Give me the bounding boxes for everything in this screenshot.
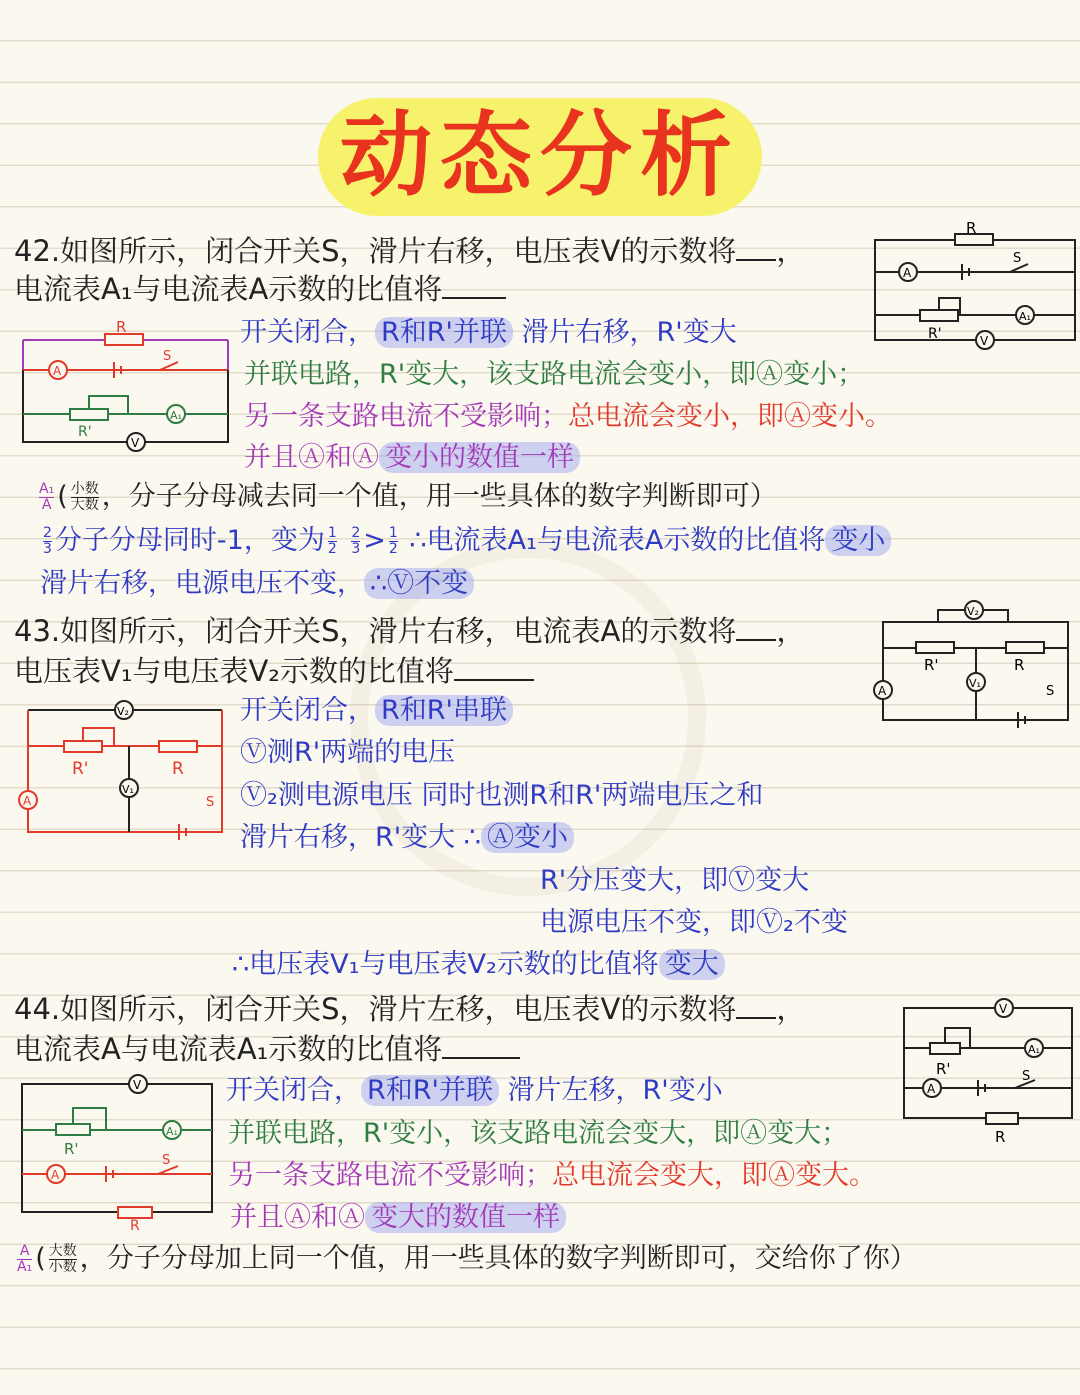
q44-analysis-1: 开关闭合， R和R'并联 滑片左移，R'变小 bbox=[226, 1075, 723, 1106]
q43-question-circuit bbox=[878, 598, 1076, 728]
q44-question-circuit bbox=[900, 996, 1078, 1146]
q42-question-circuit bbox=[870, 220, 1080, 355]
q42-line1: 42.如图所示，闭合开关S，滑片右移，电压表V的示数将 ， bbox=[14, 234, 806, 268]
svg-text:R: R bbox=[995, 1128, 1006, 1146]
svg-text:S: S bbox=[206, 795, 215, 810]
q43-analysis-7: ∴电压表V₁与电压表V₂示数的比值将 变大 bbox=[232, 946, 725, 984]
svg-text:A: A bbox=[927, 1082, 936, 1096]
svg-text:S: S bbox=[1046, 684, 1055, 699]
svg-text:A: A bbox=[23, 794, 32, 808]
svg-text:S: S bbox=[1013, 251, 1022, 266]
answer-blank bbox=[442, 271, 506, 299]
svg-text:R': R' bbox=[78, 424, 92, 440]
svg-text:A₁: A₁ bbox=[166, 1125, 178, 1138]
svg-text:V: V bbox=[131, 436, 140, 450]
q43-analysis-2: Ⓥ测R'两端的电压 bbox=[240, 737, 456, 768]
svg-text:R': R' bbox=[936, 1060, 951, 1078]
q44-ratio-note: $\frac{A}{\text{A₁}}$ ( $\frac{\text{大数}}{\text{小数}}$ ，分子分母加上同一个值，用一些具体的数字判断即可，交给你了你） bbox=[17, 1243, 917, 1275]
svg-text:V: V bbox=[980, 334, 989, 348]
q43-line1: 43.如图所示，闭合开关S，滑片右移，电流表A的示数将 ， bbox=[14, 614, 806, 648]
svg-text:V₁: V₁ bbox=[969, 677, 981, 690]
q43-line2: 电压表V₁与电压表V₂示数的比值将 bbox=[14, 652, 534, 690]
q42-analysis-circuit bbox=[18, 318, 233, 448]
q42-analysis-3: 另一条支路电流不受影响；总电流会变小，即Ⓐ变小。 bbox=[244, 401, 892, 432]
svg-text:V: V bbox=[999, 1002, 1008, 1016]
svg-text:V₂: V₂ bbox=[117, 705, 129, 718]
svg-text:A₁: A₁ bbox=[1028, 1043, 1040, 1056]
q44-analysis-circuit bbox=[18, 1074, 218, 1234]
svg-text:R: R bbox=[172, 759, 184, 779]
svg-text:R': R' bbox=[64, 1140, 79, 1158]
svg-text:R: R bbox=[1014, 656, 1025, 674]
svg-text:S: S bbox=[1022, 1069, 1031, 1084]
q43-analysis-4: 滑片右移，R'变大 ∴ Ⓐ变小 bbox=[240, 819, 574, 857]
answer-blank bbox=[736, 613, 776, 641]
q43-analysis-circuit bbox=[14, 698, 229, 838]
answer-blank bbox=[454, 653, 534, 681]
q42-analysis-6: $\frac{2}{3}$ 分子分母同时-1，变为 $\frac{1}{2}$ $\frac{2}{3}$ > $\frac{1}{2}$ ∴电流表A₁与电流表A示数的比值将 变小 bbox=[40, 522, 891, 560]
svg-text:V₁: V₁ bbox=[122, 783, 134, 796]
answer-blank bbox=[736, 991, 776, 1019]
svg-text:R': R' bbox=[72, 759, 89, 779]
q43-analysis-3: Ⓥ₂测电源电压 同时也测R和R'两端电压之和 bbox=[240, 780, 764, 811]
svg-text:A: A bbox=[878, 684, 887, 698]
answer-blank bbox=[736, 233, 776, 261]
q42-analysis-4: 并且Ⓐ和Ⓐ 变小的数值一样 bbox=[244, 439, 580, 477]
q43-analysis-6: 电源电压不变，即Ⓥ₂不变 bbox=[540, 907, 848, 938]
q43-analysis-5: R'分压变大，即Ⓥ变大 bbox=[540, 865, 810, 896]
svg-text:R': R' bbox=[924, 656, 939, 674]
q42-line2: 电流表A₁与电流表A示数的比值将 bbox=[14, 270, 506, 308]
q44-line1: 44.如图所示，闭合开关S，滑片左移，电压表V的示数将 ， bbox=[14, 992, 806, 1026]
q42-ratio-note: $\frac{\text{A₁}}{A}$ ( $\frac{\text{小数}}{\text{大数}}$ ，分子分母减去同一个值，用一些具体的数字判断即可） bbox=[39, 481, 777, 513]
q42-analysis-7: 滑片右移，电源电压不变， ∴Ⓥ不变 bbox=[40, 565, 474, 603]
svg-text:R: R bbox=[116, 318, 127, 336]
svg-text:A₁: A₁ bbox=[170, 409, 182, 422]
svg-text:A: A bbox=[53, 364, 62, 378]
q44-analysis-4: 并且Ⓐ和Ⓐ 变大的数值一样 bbox=[230, 1199, 566, 1237]
label-r: R bbox=[966, 219, 977, 237]
svg-text:R': R' bbox=[928, 326, 942, 342]
q43-analysis-1: 开关闭合， R和R'串联 bbox=[240, 692, 513, 730]
page-title: 动态分析 bbox=[339, 102, 740, 209]
svg-text:S: S bbox=[162, 1153, 171, 1168]
svg-text:A₁: A₁ bbox=[1019, 310, 1031, 323]
q44-line2: 电流表A与电流表A₁示数的比值将 bbox=[14, 1030, 520, 1068]
svg-text:A: A bbox=[903, 266, 912, 280]
q42-analysis-1: 开关闭合， R和R'并联 滑片右移，R'变大 bbox=[240, 317, 737, 348]
q44-analysis-2: 并联电路，R'变小，该支路电流会变大，即Ⓐ变大； bbox=[228, 1118, 849, 1149]
svg-text:A: A bbox=[51, 1168, 60, 1182]
q42-analysis-2: 并联电路，R'变大，该支路电流会变小，即Ⓐ变小； bbox=[244, 359, 865, 390]
svg-text:V: V bbox=[133, 1078, 142, 1092]
answer-blank bbox=[442, 1031, 520, 1059]
rheostat bbox=[920, 310, 958, 321]
svg-text:S: S bbox=[163, 349, 172, 364]
svg-text:V₂: V₂ bbox=[967, 605, 979, 618]
q44-analysis-3: 另一条支路电流不受影响；总电流会变大，即Ⓐ变大。 bbox=[228, 1160, 876, 1191]
svg-text:R: R bbox=[130, 1218, 140, 1234]
